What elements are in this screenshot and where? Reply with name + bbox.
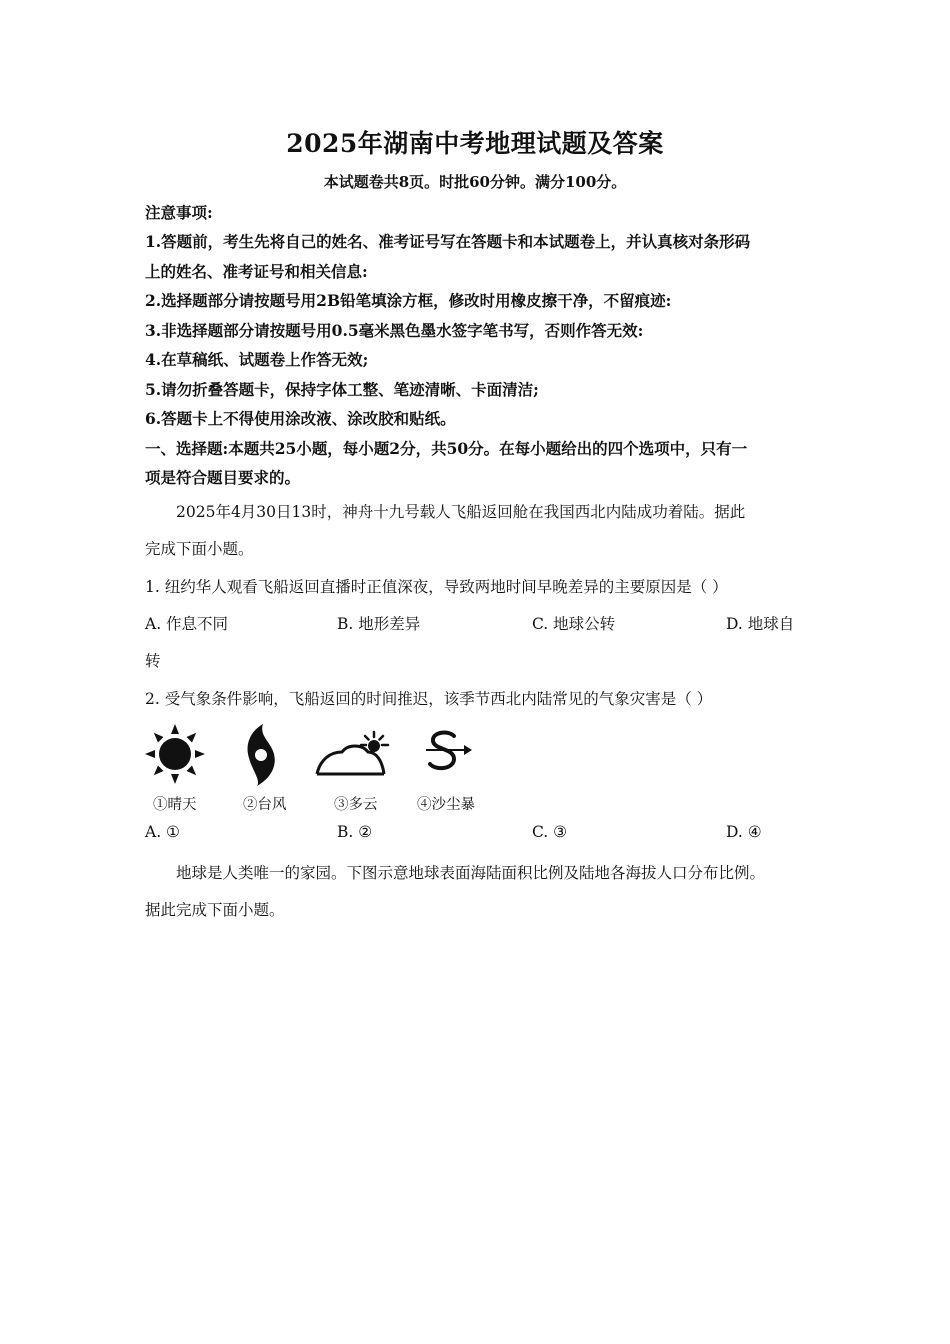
icon-caption-sandstorm: ④沙尘暴 <box>417 797 475 813</box>
passage-line: 完成下面小题。 <box>145 540 254 558</box>
sun-icon <box>144 723 206 785</box>
q2-option-c: C. ③ <box>532 823 568 841</box>
icon-caption-sunny: ①晴天 <box>153 797 197 813</box>
typhoon-icon <box>241 722 281 788</box>
passage-line: 地球是人类唯一的家园。下图示意地球表面海陆面积比例及陆地各海拔人口分布比例。 <box>176 864 766 882</box>
notes-heading: 注意事项: <box>145 203 213 222</box>
page-title: 2025年湖南中考地理试题及答案 <box>286 129 664 158</box>
note-line: 5.请勿折叠答题卡，保持字体工整、笔迹清晰、卡面清洁; <box>145 380 539 399</box>
icon-caption-cloudy: ③多云 <box>334 797 378 813</box>
sandstorm-icon <box>424 728 474 776</box>
page-subtitle: 本试题卷共8页。时批60分钟。满分100分。 <box>323 173 627 191</box>
note-line: 2.选择题部分请按题号用2B铅笔填涂方框，修改时用橡皮擦干净，不留痕迹: <box>145 291 672 310</box>
passage-line: 2025年4月30日13时，神舟十九号载人飞船返回舱在我国西北内陆成功着陆。据此 <box>176 503 746 521</box>
section-heading-cont: 项是符合题目要求的。 <box>145 468 301 487</box>
q2-option-b: B. ② <box>337 823 373 841</box>
q1-option-b: B. 地形差异 <box>337 615 421 633</box>
question-1-stem: 1. 纽约华人观看飞船返回直播时正值深夜，导致两地时间早晚差异的主要原因是（ ） <box>145 578 728 596</box>
note-line: 1.答题前，考生先将自己的姓名、准考证号写在答题卡和本试题卷上，并认真核对条形码 <box>145 232 751 251</box>
question-2-stem: 2. 受气象条件影响，飞船返回的时间推迟，该季节西北内陆常见的气象灾害是（ ） <box>145 690 713 708</box>
icon-caption-typhoon: ②台风 <box>243 797 287 813</box>
q2-option-a: A. ① <box>145 823 180 841</box>
note-line: 3.非选择题部分请按题号用0.5毫米黑色墨水签字笔书写，否则作答无效: <box>145 321 644 340</box>
q1-option-d-wrap: 转 <box>145 652 161 670</box>
section-heading: 一、选择题:本题共25小题，每小题2分，共50分。在每小题给出的四个选项中，只有一 <box>145 439 748 458</box>
q2-option-d: D. ④ <box>726 823 762 841</box>
passage-line: 据此完成下面小题。 <box>145 901 285 919</box>
note-line: 4.在草稿纸、试题卷上作答无效; <box>145 350 369 369</box>
partly-cloudy-icon <box>314 730 392 778</box>
note-line: 上的姓名、准考证号和相关信息: <box>145 262 368 281</box>
q1-option-a: A. 作息不同 <box>145 615 229 633</box>
q1-option-c: C. 地球公转 <box>532 615 616 633</box>
note-line: 6.答题卡上不得使用涂改液、涂改胶和贴纸。 <box>145 409 456 428</box>
q1-option-d: D. 地球自 <box>726 615 795 633</box>
